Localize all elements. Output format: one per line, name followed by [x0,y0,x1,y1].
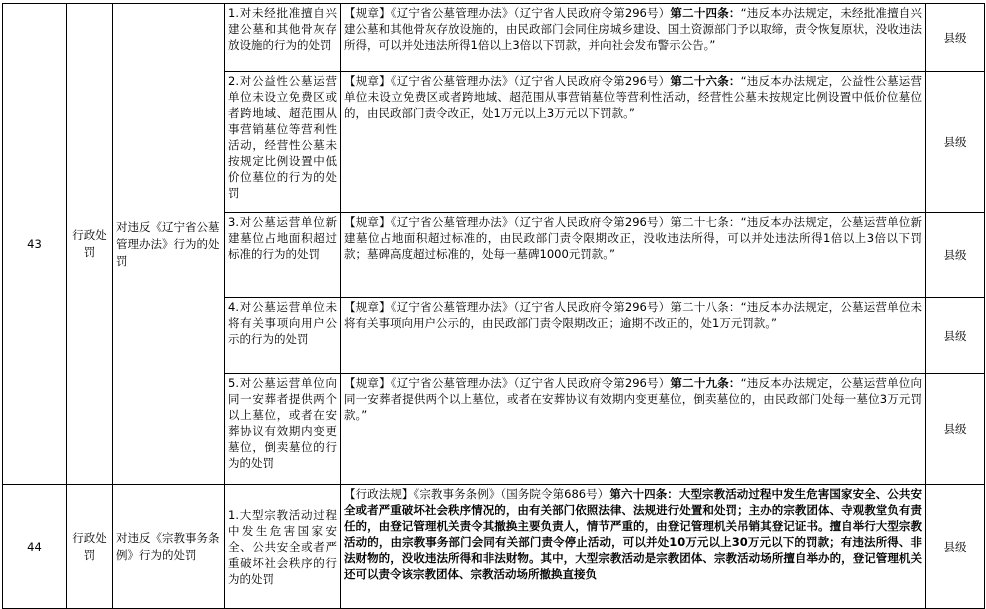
legal-basis: 【规章】《辽宁省公墓管理办法》（辽宁省人民政府令第296号）第二十七条：“违反本办法规定，公墓运营单位新建墓位占地面积超过标准的，由民政部门责令限期改正，没收违法所得，可以并处违法所得1倍以上3倍以下罚款；墓碑高度超过标准的，处每一墓碑1000元罚款。” [341,213,926,298]
sub-item: 2.对公益性公墓运营单位未设立免费区或者跨地域、超范围从事营销墓位等营利性活动，经营性公墓未按规定比例设置中低价位墓位的行为的处罚 [225,72,341,213]
legal-basis: 【规章】《辽宁省公墓管理办法》（辽宁省人民政府令第296号）第二十九条：“违反本办法规定，公墓运营单位向同一安葬者提供两个以上墓位，或者在安葬协议有效期内变更墓位，倒卖墓位的，由民政部门处每一墓位3万元罚款。” [341,374,926,485]
authority-level: 县级 [926,485,985,609]
row-number: 43 [3,4,67,485]
legal-basis: 【行政法规】《宗教事务条例》（国务院令第686号）第六十四条：大型宗教活动过程中发生危害国家安全、公共安全或者严重破坏社会秩序情况的，由有关部门依照法律、法规进行处置和处罚；主办的宗教团体、寺观教堂负有责任的，由登记管理机关责令其撤换主要负责人，情节严重的，由登记管理机关吊销其登记证书。擅自举行大型宗教活动的，由宗教事务部门会同有关部门责令停止活动，可以并处10万元以上30万元以下的罚款；有违法所得、非法财物的，没收违法所得和非法财物。其中，大型宗教活动是宗教团体、宗教活动场所擅自举办的，登记管理机关还可以责令该宗教团体、宗教活动场所撤换直接负 [341,485,926,609]
sub-item: 1.对未经批准擅自兴建公墓和其他骨灰存放设施的行为的处罚 [225,4,341,72]
sub-item: 3.对公墓运营单位新建墓位占地面积超过标准的行为的处罚 [225,213,341,298]
penalty-name: 对违反《宗教事务条例》行为的处罚 [113,485,225,609]
penalty-type: 行政处罚 [67,485,113,609]
row-number: 44 [3,485,67,609]
legal-basis: 【规章】《辽宁省公墓管理办法》（辽宁省人民政府令第296号）第二十四条：“违反本办法规定，未经批准擅自兴建公墓和其他骨灰存放设施的，由民政部门会同住房城乡建设、国土资源部门予以取缔，责令恢复原状，没收违法所得，可以并处违法所得1倍以上3倍以下罚款，并向社会发布警示公告。” [341,4,926,72]
sub-item: 1.大型宗教活动过程中发生危害国家安全、公共安全或者严重破坏社会秩序的行为的处罚 [225,485,341,609]
authority-level: 县级 [926,298,985,374]
table-row [3,485,985,609]
sub-item: 5.对公墓运营单位向同一安葬者提供两个以上墓位，或者在安葬协议有效期内变更墓位，倒卖墓位的行为的处罚 [225,374,341,485]
sub-item: 4.对公墓运营单位未将有关事项向用户公示的行为的处罚 [225,298,341,374]
regulation-table [2,3,985,609]
penalty-type: 行政处罚 [67,4,113,485]
authority-level: 县级 [926,374,985,485]
table-row [3,4,985,72]
legal-basis: 【规章】《辽宁省公墓管理办法》（辽宁省人民政府令第296号）第二十八条：“违反本办法规定，公墓运营单位未将有关事项向用户公示的，由民政部门责令限期改正；逾期不改正的，处1万元罚款。” [341,298,926,374]
legal-basis: 【规章】《辽宁省公墓管理办法》（辽宁省人民政府令第296号）第二十六条：“违反本办法规定，公益性公墓运营单位未设立免费区或者跨地域、超范围从事营销墓位等营利性活动，经营性公墓未按规定比例设置中低价位墓位的，由民政部门责令改正，处1万元以上3万元以下罚款。” [341,72,926,213]
authority-level: 县级 [926,72,985,213]
authority-level: 县级 [926,4,985,72]
authority-level: 县级 [926,213,985,298]
penalty-name: 对违反《辽宁省公墓管理办法》行为的处罚 [113,4,225,485]
